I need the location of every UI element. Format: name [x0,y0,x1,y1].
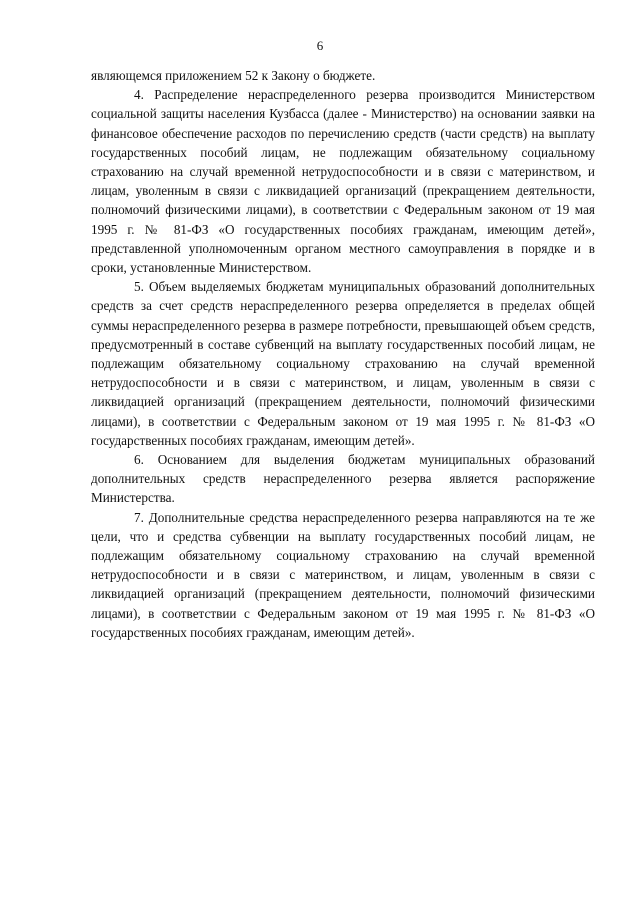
paragraph-item-7: 7. Дополнительные средства нераспределенного резерва направляются на те же цели, что и средства субвенции на выплату государственных пособий лицам, не подлежащим обязательному социальному страхованию на случай временной нетрудоспособности и в связи с материнством, и лицам, уволенным в связи с ликвидацией организаций (прекращением деятельности, полномочий физическими лицами), в соответствии с Федеральным законом от 19 мая 1995 г. № 81-ФЗ «О государственных пособиях гражданам, имеющим детей». [91,509,595,640]
document-body [91,66,595,642]
paragraph-continuation: являющемся приложением 52 к Закону о бюджете. [91,68,376,83]
paragraph-item-5: 5. Объем выделяемых бюджетам муниципальных образований дополнительных средств за счет средств нераспределенного резерва определяется в пределах общей суммы нераспределенного резерва в размере потребности, превышающей объем средств, предусмотренный в составе субвенций на выплату государственных пособий лицам, не подлежащим обязательному социальному страхованию на случай временной нетрудоспособности и в связи с материнством, и лицам, уволенным в связи с ликвидацией организаций (прекращением деятельности, полномочий физическими лицами), в соответствии с Федеральным законом от 19 мая 1995 г. № 81-ФЗ «О государственных пособиях гражданам, имеющим детей». [91,279,595,448]
page-number: 6 [316,38,324,53]
paragraph-item-6: 6. Основанием для выделения бюджетам муниципальных образований дополнительных средств нераспределенного резерва является распоряжение Министерства. [91,452,595,506]
paragraph-item-4: 4. Распределение нераспределенного резерва производится Министерством социальной защиты населения Кузбасса (далее - Министерство) на основании заявки на финансовое обеспечение расходов по перечислению средств (части средств) на выплату государственных пособий лицам, не подлежащим обязательному социальному страхованию на случай временной нетрудоспособности и в связи с материнством, и лицам, уволенным в связи с ликвидацией организаций (прекращением деятельности, полномочий физическими лицами), в соответствии с Федеральным законом от 19 мая 1995 г. № 81-ФЗ «О государственных пособиях гражданам, имеющим детей», представленной уполномоченным органом местного самоуправления в порядке и в сроки, установленные Министерством. [91,87,595,276]
